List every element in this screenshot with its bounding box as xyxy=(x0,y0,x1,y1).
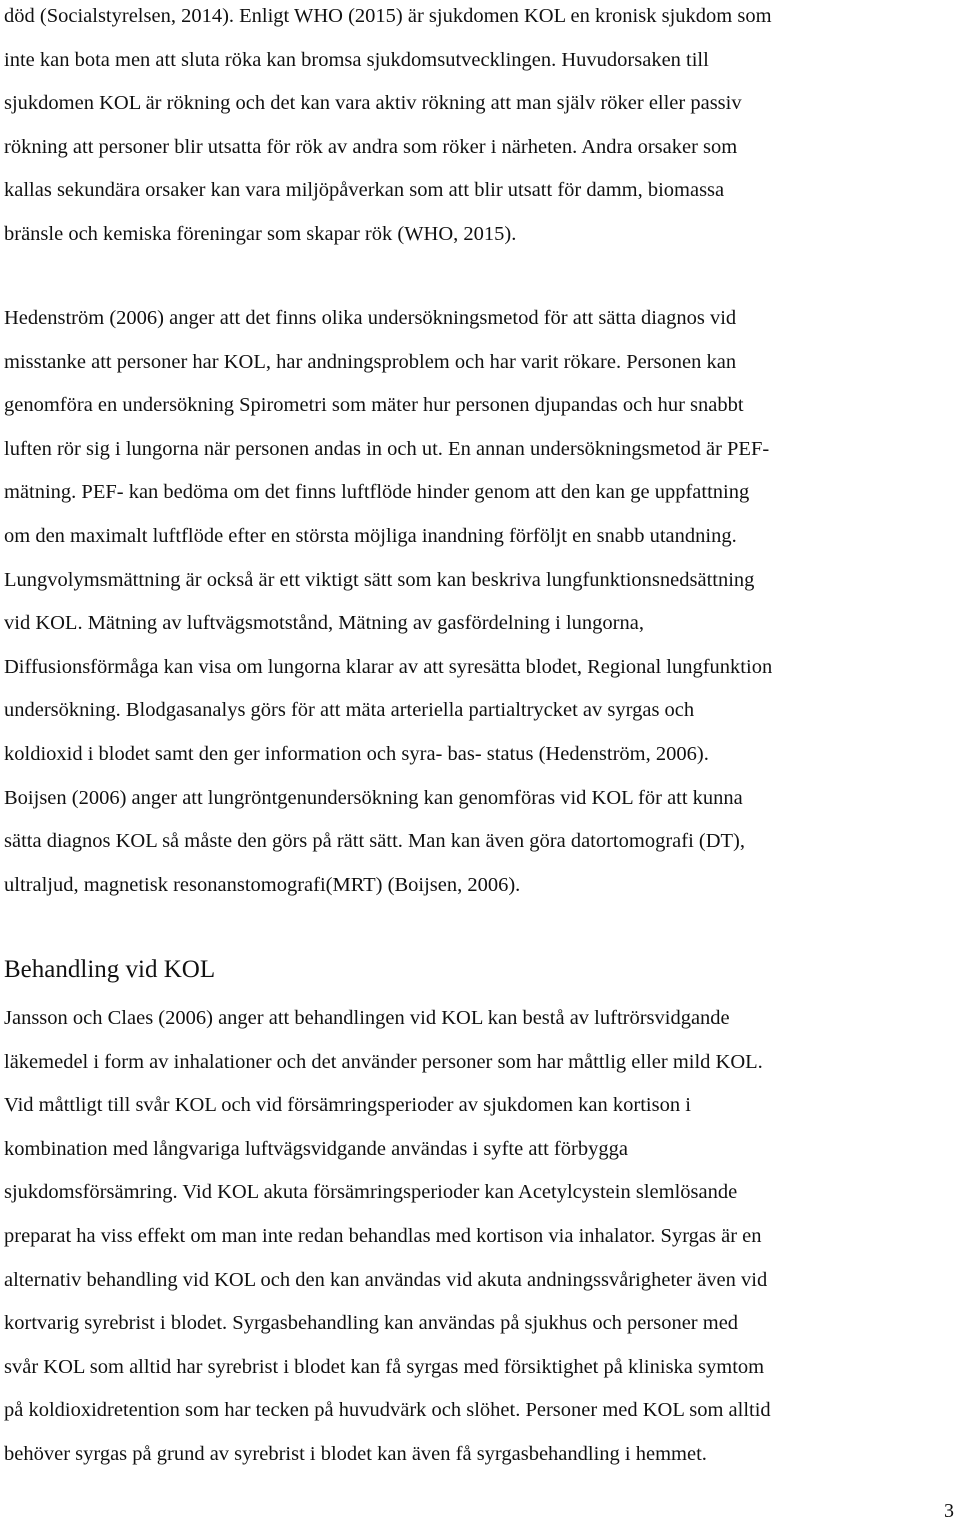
text-line: ultraljud, magnetisk resonanstomografi(MRT) (Boijsen, 2006). xyxy=(4,873,521,896)
text-line: preparat ha viss effekt om man inte redan behandlas med kortison via inhalator. Syrgas är en xyxy=(4,1224,762,1247)
text-line: behöver syrgas på grund av syrebrist i blodet kan även få syrgasbehandling i hemmet. xyxy=(4,1442,707,1465)
paragraph-diagnosis xyxy=(4,297,960,907)
text-line: undersökning. Blodgasanalys görs för att mäta arteriella partialtrycket av syrgas och xyxy=(4,699,695,722)
text-line: på koldioxidretention som har tecken på huvudvärk och slöhet. Personer med KOL som alltid xyxy=(4,1399,771,1422)
text-line: svår KOL som alltid har syrebrist i blodet kan få syrgas med försiktighet på kliniska symtom xyxy=(4,1355,765,1378)
text-line: luften rör sig i lungorna när personen andas in och ut. En annan undersökningsmetod är PEF- xyxy=(4,437,770,460)
text-line: Boijsen (2006) anger att lungröntgenundersökning kan genomföras vid KOL för att kunna xyxy=(4,786,743,809)
text-line: kallas sekundära orsaker kan vara miljöpåverkan som att blir utsatt för damm, biomassa xyxy=(4,179,725,202)
paragraph-treatment xyxy=(4,997,960,1477)
text-line: Vid måttligt till svår KOL och vid försämringsperioder av sjukdomen kan kortison i xyxy=(4,1094,691,1117)
paragraph-kol-causes xyxy=(4,0,960,257)
text-line: sätta diagnos KOL så måste den görs på rätt sätt. Man kan även göra datortomografi (DT), xyxy=(4,830,746,853)
text-line: koldioxid i blodet samt den ger information och syra- bas- status (Hedenström, 2006). xyxy=(4,742,709,765)
text-line: inte kan bota men att sluta röka kan bromsa sjukdomsutvecklingen. Huvudorsaken till xyxy=(4,48,709,71)
text-line: bränsle och kemiska föreningar som skapar rök (WHO, 2015). xyxy=(4,222,517,245)
text-line: död (Socialstyrelsen, 2014). Enligt WHO (2015) är sjukdomen KOL en kronisk sjukdom som xyxy=(4,5,772,27)
text-line: kortvarig syrebrist i blodet. Syrgasbehandling kan användas på sjukhus och personer med xyxy=(4,1312,739,1335)
text-line: Lungvolymsmättning är också är ett viktigt sätt som kan beskriva lungfunktionsnedsättning xyxy=(4,568,755,591)
text-line: Diffusionsförmåga kan visa om lungorna klarar av att syresätta blodet, Regional lungfunktion xyxy=(4,655,773,678)
text-line: alternativ behandling vid KOL och den kan användas vid akuta andningssvårigheter även vid xyxy=(4,1268,768,1291)
text-line: genomföra en undersökning Spirometri som mäter hur personen djupandas och hur snabbt xyxy=(4,394,744,417)
text-line: sjukdomsförsämring. Vid KOL akuta försämringsperioder kan Acetylcystein slemlösande xyxy=(4,1181,738,1204)
text-line: vid KOL. Mätning av luftvägsmotstånd, Mätning av gasfördelning i lungorna, xyxy=(4,612,644,635)
text-line: Jansson och Claes (2006) anger att behandlingen vid KOL kan bestå av luftrörsvidgande xyxy=(4,1007,730,1029)
text-line: rökning att personer blir utsatta för rök av andra som röker i närheten. Andra orsaker som xyxy=(4,135,738,158)
text-line: om den maximalt luftflöde efter en största möjliga inandning förföljt en snabb utandning. xyxy=(4,524,737,547)
text-line: Hedenström (2006) anger att det finns olika undersökningsmetod för att sätta diagnos vid xyxy=(4,307,737,329)
text-line: misstanke att personer har KOL, har andningsproblem och har varit rökare. Personen kan xyxy=(4,350,737,373)
text-line: sjukdomen KOL är rökning och det kan vara aktiv rökning att man själv röker eller passiv xyxy=(4,92,742,115)
section-heading: Behandling vid KOL xyxy=(4,956,216,983)
text-line: kombination med långvariga luftvägsvidgande användas i syfte att förbygga xyxy=(4,1137,628,1160)
page-number: 3 xyxy=(944,1500,954,1522)
text-line: mätning. PEF- kan bedöma om det finns luftflöde hinder genom att den kan ge uppfattning xyxy=(4,481,750,504)
text-line: läkemedel i form av inhalationer och det använder personer som har måttlig eller mild KOL. xyxy=(4,1050,763,1073)
